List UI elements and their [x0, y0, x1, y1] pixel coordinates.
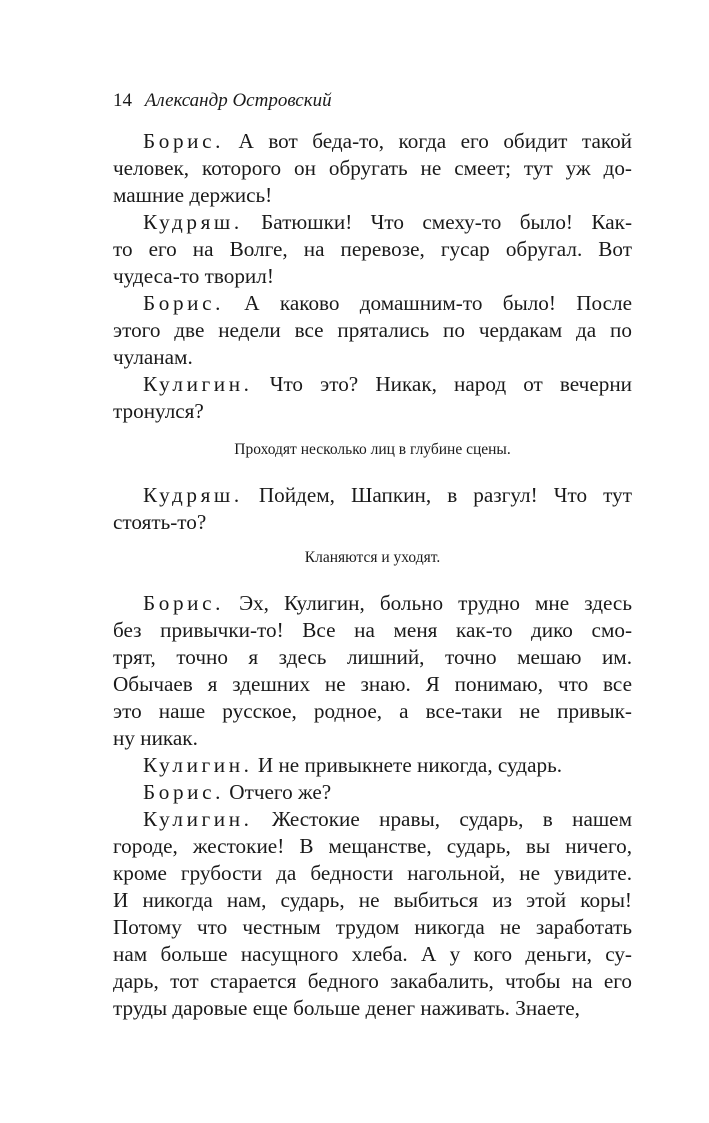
line-text: дарь, тот старается бедного закабалить, чтобы на его — [113, 969, 632, 993]
line-text: А вот беда-то, когда его обидит такой — [238, 129, 633, 153]
text-line — [113, 398, 632, 425]
text-line — [113, 128, 632, 155]
text-line — [113, 590, 632, 617]
speech-block — [113, 371, 632, 425]
stage-direction: Кланяются и уходят. — [304, 549, 441, 566]
speech-block — [113, 209, 632, 290]
speaker-name: Кулигин. — [143, 753, 253, 777]
text-line — [113, 290, 632, 317]
line-text: Обычаев я здешних не знаю. Я понимаю, что все — [113, 672, 632, 696]
speech-block — [113, 590, 632, 752]
line-text: А каково домашним-то было! После — [244, 291, 633, 315]
line-text: трят, точно я здесь лишний, точно мешаю им. — [113, 645, 632, 669]
text-line — [113, 617, 632, 644]
text-line — [113, 317, 632, 344]
text-line — [113, 371, 632, 398]
text-line — [113, 344, 632, 371]
speech-block — [113, 290, 632, 371]
speaker-name: Кудряш. — [143, 210, 243, 234]
line-text: этого две недели все прятались по чердакам да по — [113, 318, 632, 342]
line-text: Жестокие нравы, сударь, в нашем — [271, 807, 632, 831]
text-line — [113, 644, 632, 671]
stage-direction: Проходят несколько лиц в глубине сцены. — [234, 441, 511, 458]
text-line — [113, 509, 632, 536]
text-line — [113, 833, 632, 860]
line-text: чудеса-то творил! — [113, 264, 274, 288]
line-text: тронулся? — [113, 399, 204, 423]
speech-block — [113, 752, 632, 779]
text-line — [113, 887, 632, 914]
speaker-name: Борис. — [143, 291, 224, 315]
speech-block — [113, 806, 632, 1022]
line-text: нам больше насущного хлеба. А у кого деньги, су- — [113, 942, 632, 966]
speaker-name: Борис. — [143, 129, 224, 153]
speech-block — [113, 482, 632, 536]
line-text: стоять-то? — [113, 510, 207, 534]
speech-block — [113, 779, 632, 806]
text-line — [113, 725, 632, 752]
text-line — [113, 671, 632, 698]
line-text: Потому что честным трудом никогда не заработать — [113, 915, 632, 939]
text-line — [113, 779, 632, 806]
line-text: Отчего же? — [229, 780, 332, 804]
speaker-name: Борис. — [143, 591, 224, 615]
line-text: чуланам. — [113, 345, 193, 369]
running-title-author: Александр Островский — [144, 90, 332, 111]
text-line — [113, 752, 632, 779]
page-number: 14 — [113, 90, 132, 111]
speaker-name: Борис. — [143, 780, 224, 804]
text-line — [113, 482, 632, 509]
text-line — [113, 236, 632, 263]
speaker-name: Кудряш. — [143, 483, 243, 507]
text-line — [113, 698, 632, 725]
text-line — [113, 914, 632, 941]
text-line — [113, 860, 632, 887]
line-text: городе, жестокие! В мещанстве, сударь, вы ничего, — [113, 834, 632, 858]
line-text: И не привыкнете никогда, сударь. — [257, 753, 563, 777]
line-text: это наше русское, родное, а все-таки не привык- — [113, 699, 632, 723]
line-text: Батюшки! Что смеху-то было! Как- — [261, 210, 632, 234]
speaker-name: Кулигин. — [143, 807, 253, 831]
text-line — [113, 941, 632, 968]
running-header — [113, 88, 332, 114]
line-text: Пойдем, Шапкин, в разгул! Что тут — [258, 483, 632, 507]
line-text: ну никак. — [113, 726, 198, 750]
text-line — [113, 182, 632, 209]
text-line — [113, 806, 632, 833]
line-text: без привычки-то! Все на меня как-то дико смо- — [113, 618, 632, 642]
line-text: Что это? Никак, народ от вечерни — [269, 372, 633, 396]
text-line — [113, 263, 632, 290]
line-text: человек, которого он обругать не смеет; тут уж до- — [113, 156, 632, 180]
line-text: И никогда нам, сударь, не выбиться из этой коры! — [113, 888, 632, 912]
text-line — [113, 209, 632, 236]
text-line — [113, 155, 632, 182]
line-text: то его на Волге, на перевозе, гусар обругал. Вот — [113, 237, 632, 261]
text-line — [113, 995, 632, 1022]
play-text — [113, 128, 632, 1022]
line-text: Эх, Кулигин, больно трудно мне здесь — [239, 591, 632, 615]
line-text: кроме грубости да бедности нагольной, не увидите. — [113, 861, 632, 885]
speaker-name: Кулигин. — [143, 372, 253, 396]
line-text: машние держись! — [113, 183, 273, 207]
text-line — [113, 968, 632, 995]
line-text: труды даровые еще больше денег наживать. Знаете, — [113, 996, 580, 1020]
speech-block — [113, 128, 632, 209]
